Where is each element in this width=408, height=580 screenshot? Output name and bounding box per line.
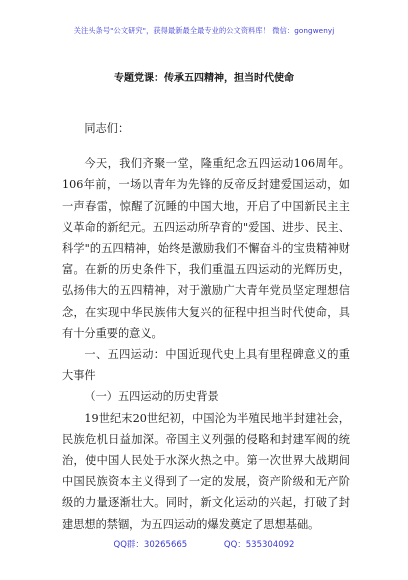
section-heading-1: 一、五四运动：中国近现代史上具有里程碑意义的重大事件 [62, 348, 350, 383]
salutation: 同志们： [84, 122, 130, 135]
subsection-heading-1: （一）五四运动的历史背景 [84, 390, 219, 404]
document-body [62, 116, 350, 535]
header-notice: 关注头条号"公文研究"，获得最新最全最专业的公文资料库！ 微信：gongwenyj [73, 26, 335, 35]
document-title: 专题党课：传承五四精神，担当时代使命 [114, 73, 294, 84]
footer-qq-group: QQ群：30265665 [113, 540, 188, 550]
paragraph-background: 19世纪末20世纪初，中国沦为半殖民地半封建社会，民族危机日益加深。帝国主义列强的侵略和封建军阀的统治，使中国人民处于水深火热之中。第一次世界大战期间中国民族资本主义得到了一定的发展，资产阶级和无产阶级的力量逐渐壮大。同时，新文化运动的兴起，打破了封建思想的禁锢，为五四运动的爆发奠定了思想基础。 [62, 411, 350, 531]
footer-qq: QQ：535304092 [223, 540, 295, 550]
paragraph-intro: 今天，我们齐聚一堂，隆重纪念五四运动106周年。106年前，一场以青年为先锋的反帝反封建爱国运动，如一声春雷，惊醒了沉睡的中国大地，开启了中国新民主主义革命的新纪元。五四运动所孕育的"爱国、进步、民主、科学"的五四精神，始终是激励我们不懈奋斗的宝贵精神财富。在新的历史条件下，我们重温五四运动的光辉历史，弘扬伟大的五四精神，对于激励广大青年党员坚定理想信念，在实现中华民族伟大复兴的征程中担当时代使命，具有十分重要的意义。 [62, 157, 350, 340]
footer-contact [0, 538, 408, 550]
